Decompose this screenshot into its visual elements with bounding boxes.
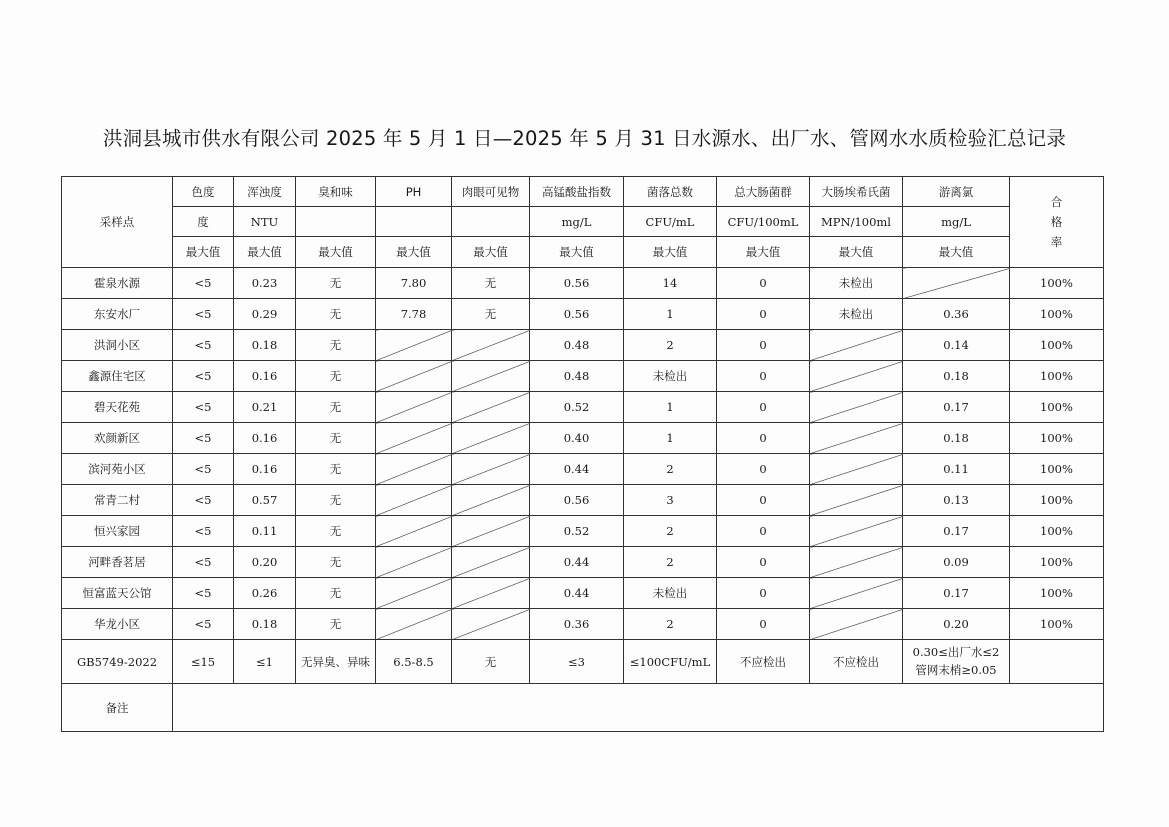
param-unit-ph	[376, 207, 452, 237]
value-colony-count: 未检出	[624, 361, 717, 392]
param-name-permanganate-index: 高锰酸盐指数	[530, 177, 624, 207]
value-colony-count: 1	[624, 423, 717, 454]
standard-turbidity: ≤1	[234, 640, 296, 684]
empty-diagonal-cell	[376, 516, 452, 547]
value-turbidity: 0.18	[234, 330, 296, 361]
value-e-coli: 未检出	[810, 299, 903, 330]
value-color: <5	[173, 516, 234, 547]
value-permanganate-index: 0.44	[530, 547, 624, 578]
value-color: <5	[173, 392, 234, 423]
site-name: 欢颜新区	[62, 423, 173, 454]
value-free-chlorine: 0.17	[903, 392, 1010, 423]
value-free-chlorine: 0.11	[903, 454, 1010, 485]
site-name: 常青二村	[62, 485, 173, 516]
value-colony-count: 14	[624, 268, 717, 299]
value-permanganate-index: 0.48	[530, 361, 624, 392]
empty-diagonal-cell	[376, 454, 452, 485]
document-title: 洪洞县城市供水有限公司 2025 年 5 月 1 日—2025 年 5 月 31 日水源水、出厂水、管网水水质检验汇总记录	[102, 127, 1067, 150]
table-row	[62, 330, 1104, 361]
table-row	[62, 609, 1104, 640]
site-name: 华龙小区	[62, 609, 173, 640]
table-row	[62, 299, 1104, 330]
value-permanganate-index: 0.56	[530, 485, 624, 516]
empty-diagonal-cell	[810, 485, 903, 516]
empty-diagonal-cell	[810, 361, 903, 392]
value-permanganate-index: 0.52	[530, 516, 624, 547]
value-color: <5	[173, 485, 234, 516]
site-name: 恒兴家园	[62, 516, 173, 547]
value-color: <5	[173, 423, 234, 454]
param-unit-free-chlorine: mg/L	[903, 207, 1010, 237]
value-permanganate-index: 0.44	[530, 578, 624, 609]
param-stat-colony-count: 最大值	[624, 237, 717, 268]
value-odor: 无	[296, 423, 376, 454]
header-row-stat	[62, 237, 1104, 268]
param-stat-visible-matter: 最大值	[452, 237, 530, 268]
value-permanganate-index: 0.56	[530, 268, 624, 299]
standard-color: ≤15	[173, 640, 234, 684]
value-permanganate-index: 0.36	[530, 609, 624, 640]
value-odor: 无	[296, 485, 376, 516]
table-row	[62, 423, 1104, 454]
value-turbidity: 0.16	[234, 454, 296, 485]
standard-pass-rate	[1010, 640, 1104, 684]
value-odor: 无	[296, 516, 376, 547]
pass-rate-value: 100%	[1010, 485, 1104, 516]
param-stat-permanganate-index: 最大值	[530, 237, 624, 268]
value-total-coliform: 0	[717, 609, 810, 640]
param-stat-odor: 最大值	[296, 237, 376, 268]
value-ph: 7.78	[376, 299, 452, 330]
pass-rate-label: 合格率	[1050, 195, 1063, 249]
value-colony-count: 2	[624, 454, 717, 485]
value-free-chlorine: 0.36	[903, 299, 1010, 330]
value-total-coliform: 0	[717, 361, 810, 392]
site-name: 河畔香茗居	[62, 547, 173, 578]
param-unit-odor	[296, 207, 376, 237]
value-free-chlorine: 0.17	[903, 578, 1010, 609]
value-color: <5	[173, 609, 234, 640]
value-color: <5	[173, 454, 234, 485]
table-row	[62, 392, 1104, 423]
value-colony-count: 1	[624, 392, 717, 423]
table-row	[62, 454, 1104, 485]
value-e-coli: 未检出	[810, 268, 903, 299]
empty-diagonal-cell	[810, 330, 903, 361]
empty-diagonal-cell	[452, 609, 530, 640]
value-permanganate-index: 0.48	[530, 330, 624, 361]
header-row-units	[62, 207, 1104, 237]
standard-row	[62, 640, 1104, 684]
empty-diagonal-cell	[452, 361, 530, 392]
table-row	[62, 516, 1104, 547]
value-color: <5	[173, 547, 234, 578]
param-name-total-coliform: 总大肠菌群	[717, 177, 810, 207]
param-name-colony-count: 菌落总数	[624, 177, 717, 207]
pass-rate-value: 100%	[1010, 299, 1104, 330]
empty-diagonal-cell	[903, 268, 1010, 299]
empty-diagonal-cell	[376, 392, 452, 423]
param-name-e-coli: 大肠埃希氏菌	[810, 177, 903, 207]
value-total-coliform: 0	[717, 454, 810, 485]
value-free-chlorine: 0.13	[903, 485, 1010, 516]
table-row	[62, 268, 1104, 299]
pass-rate-value: 100%	[1010, 361, 1104, 392]
site-name: 滨河苑小区	[62, 454, 173, 485]
remarks-content	[173, 684, 1104, 732]
value-free-chlorine: 0.09	[903, 547, 1010, 578]
standard-e-coli: 不应检出	[810, 640, 903, 684]
site-name: 鑫源住宅区	[62, 361, 173, 392]
pass-rate-value: 100%	[1010, 330, 1104, 361]
chlorine-standard-line-2: 管网末梢≥0.05	[915, 662, 997, 677]
empty-diagonal-cell	[452, 485, 530, 516]
empty-diagonal-cell	[376, 547, 452, 578]
param-unit-visible-matter	[452, 207, 530, 237]
value-colony-count: 2	[624, 547, 717, 578]
pass-rate-value: 100%	[1010, 268, 1104, 299]
pass-rate-value: 100%	[1010, 454, 1104, 485]
param-stat-e-coli: 最大值	[810, 237, 903, 268]
value-visible-matter: 无	[452, 268, 530, 299]
remarks-label: 备注	[62, 684, 173, 732]
value-odor: 无	[296, 361, 376, 392]
site-name: 霍泉水源	[62, 268, 173, 299]
empty-diagonal-cell	[376, 330, 452, 361]
empty-diagonal-cell	[810, 609, 903, 640]
pass-rate-value: 100%	[1010, 516, 1104, 547]
value-total-coliform: 0	[717, 547, 810, 578]
value-permanganate-index: 0.44	[530, 454, 624, 485]
table-row	[62, 547, 1104, 578]
remarks-row	[62, 684, 1104, 732]
param-name-turbidity: 浑浊度	[234, 177, 296, 207]
param-stat-free-chlorine: 最大值	[903, 237, 1010, 268]
empty-diagonal-cell	[810, 547, 903, 578]
empty-diagonal-cell	[452, 423, 530, 454]
pass-rate-value: 100%	[1010, 578, 1104, 609]
value-odor: 无	[296, 454, 376, 485]
param-name-odor: 臭和味	[296, 177, 376, 207]
table-row	[62, 361, 1104, 392]
empty-diagonal-cell	[810, 392, 903, 423]
param-name-free-chlorine: 游离氯	[903, 177, 1010, 207]
value-odor: 无	[296, 578, 376, 609]
value-odor: 无	[296, 547, 376, 578]
param-unit-permanganate-index: mg/L	[530, 207, 624, 237]
value-visible-matter: 无	[452, 299, 530, 330]
table-body	[62, 177, 1104, 732]
value-total-coliform: 0	[717, 268, 810, 299]
site-name: 洪洞小区	[62, 330, 173, 361]
param-name-visible-matter: 肉眼可见物	[452, 177, 530, 207]
param-stat-turbidity: 最大值	[234, 237, 296, 268]
value-total-coliform: 0	[717, 516, 810, 547]
pass-rate-value: 100%	[1010, 423, 1104, 454]
param-stat-ph: 最大值	[376, 237, 452, 268]
param-unit-turbidity: NTU	[234, 207, 296, 237]
pass-rate-header	[1010, 177, 1104, 268]
pass-rate-value: 100%	[1010, 609, 1104, 640]
value-total-coliform: 0	[717, 392, 810, 423]
empty-diagonal-cell	[810, 454, 903, 485]
chlorine-standard-line-1: 0.30≤出厂水≤2	[912, 644, 1000, 659]
param-unit-colony-count: CFU/mL	[624, 207, 717, 237]
value-color: <5	[173, 578, 234, 609]
value-permanganate-index: 0.40	[530, 423, 624, 454]
value-total-coliform: 0	[717, 485, 810, 516]
empty-diagonal-cell	[376, 578, 452, 609]
empty-diagonal-cell	[376, 485, 452, 516]
value-turbidity: 0.11	[234, 516, 296, 547]
site-name: 碧天花苑	[62, 392, 173, 423]
value-colony-count: 2	[624, 330, 717, 361]
value-odor: 无	[296, 392, 376, 423]
site-name: 东安水厂	[62, 299, 173, 330]
value-free-chlorine: 0.17	[903, 516, 1010, 547]
value-colony-count: 未检出	[624, 578, 717, 609]
value-colony-count: 1	[624, 299, 717, 330]
value-ph: 7.80	[376, 268, 452, 299]
value-free-chlorine: 0.18	[903, 423, 1010, 454]
empty-diagonal-cell	[810, 423, 903, 454]
param-stat-color: 最大值	[173, 237, 234, 268]
value-turbidity: 0.29	[234, 299, 296, 330]
param-name-ph: PH	[376, 177, 452, 207]
value-permanganate-index: 0.56	[530, 299, 624, 330]
value-turbidity: 0.16	[234, 423, 296, 454]
standard-ph: 6.5-8.5	[376, 640, 452, 684]
value-color: <5	[173, 330, 234, 361]
empty-diagonal-cell	[376, 361, 452, 392]
value-color: <5	[173, 299, 234, 330]
value-free-chlorine: 0.18	[903, 361, 1010, 392]
empty-diagonal-cell	[376, 609, 452, 640]
empty-diagonal-cell	[452, 516, 530, 547]
param-unit-total-coliform: CFU/100mL	[717, 207, 810, 237]
table-row	[62, 578, 1104, 609]
value-turbidity: 0.21	[234, 392, 296, 423]
header-row-names	[62, 177, 1104, 207]
param-name-color: 色度	[173, 177, 234, 207]
empty-diagonal-cell	[452, 547, 530, 578]
empty-diagonal-cell	[810, 516, 903, 547]
value-odor: 无	[296, 268, 376, 299]
pass-rate-value: 100%	[1010, 392, 1104, 423]
value-total-coliform: 0	[717, 299, 810, 330]
value-turbidity: 0.57	[234, 485, 296, 516]
empty-diagonal-cell	[376, 423, 452, 454]
empty-diagonal-cell	[452, 578, 530, 609]
value-free-chlorine: 0.14	[903, 330, 1010, 361]
site-header: 采样点	[62, 177, 173, 268]
value-odor: 无	[296, 609, 376, 640]
empty-diagonal-cell	[810, 578, 903, 609]
value-colony-count: 3	[624, 485, 717, 516]
value-turbidity: 0.23	[234, 268, 296, 299]
value-colony-count: 2	[624, 516, 717, 547]
param-unit-color: 度	[173, 207, 234, 237]
pass-rate-value: 100%	[1010, 547, 1104, 578]
value-turbidity: 0.20	[234, 547, 296, 578]
value-colony-count: 2	[624, 609, 717, 640]
empty-diagonal-cell	[452, 392, 530, 423]
empty-diagonal-cell	[452, 454, 530, 485]
site-name: 恒富蓝天公馆	[62, 578, 173, 609]
value-odor: 无	[296, 299, 376, 330]
empty-diagonal-cell	[452, 330, 530, 361]
value-turbidity: 0.26	[234, 578, 296, 609]
value-turbidity: 0.18	[234, 609, 296, 640]
water-quality-table	[61, 176, 1104, 732]
param-unit-e-coli: MPN/100ml	[810, 207, 903, 237]
standard-odor: 无异臭、异味	[296, 640, 376, 684]
value-odor: 无	[296, 330, 376, 361]
table-row	[62, 485, 1104, 516]
standard-free-chlorine	[903, 640, 1010, 684]
standard-colony-count: ≤100CFU/mL	[624, 640, 717, 684]
standard-total-coliform: 不应检出	[717, 640, 810, 684]
value-turbidity: 0.16	[234, 361, 296, 392]
standard-label: GB5749-2022	[62, 640, 173, 684]
value-total-coliform: 0	[717, 330, 810, 361]
value-color: <5	[173, 361, 234, 392]
param-stat-total-coliform: 最大值	[717, 237, 810, 268]
standard-permanganate-index: ≤3	[530, 640, 624, 684]
value-permanganate-index: 0.52	[530, 392, 624, 423]
value-color: <5	[173, 268, 234, 299]
standard-visible-matter: 无	[452, 640, 530, 684]
value-free-chlorine: 0.20	[903, 609, 1010, 640]
value-total-coliform: 0	[717, 578, 810, 609]
value-total-coliform: 0	[717, 423, 810, 454]
